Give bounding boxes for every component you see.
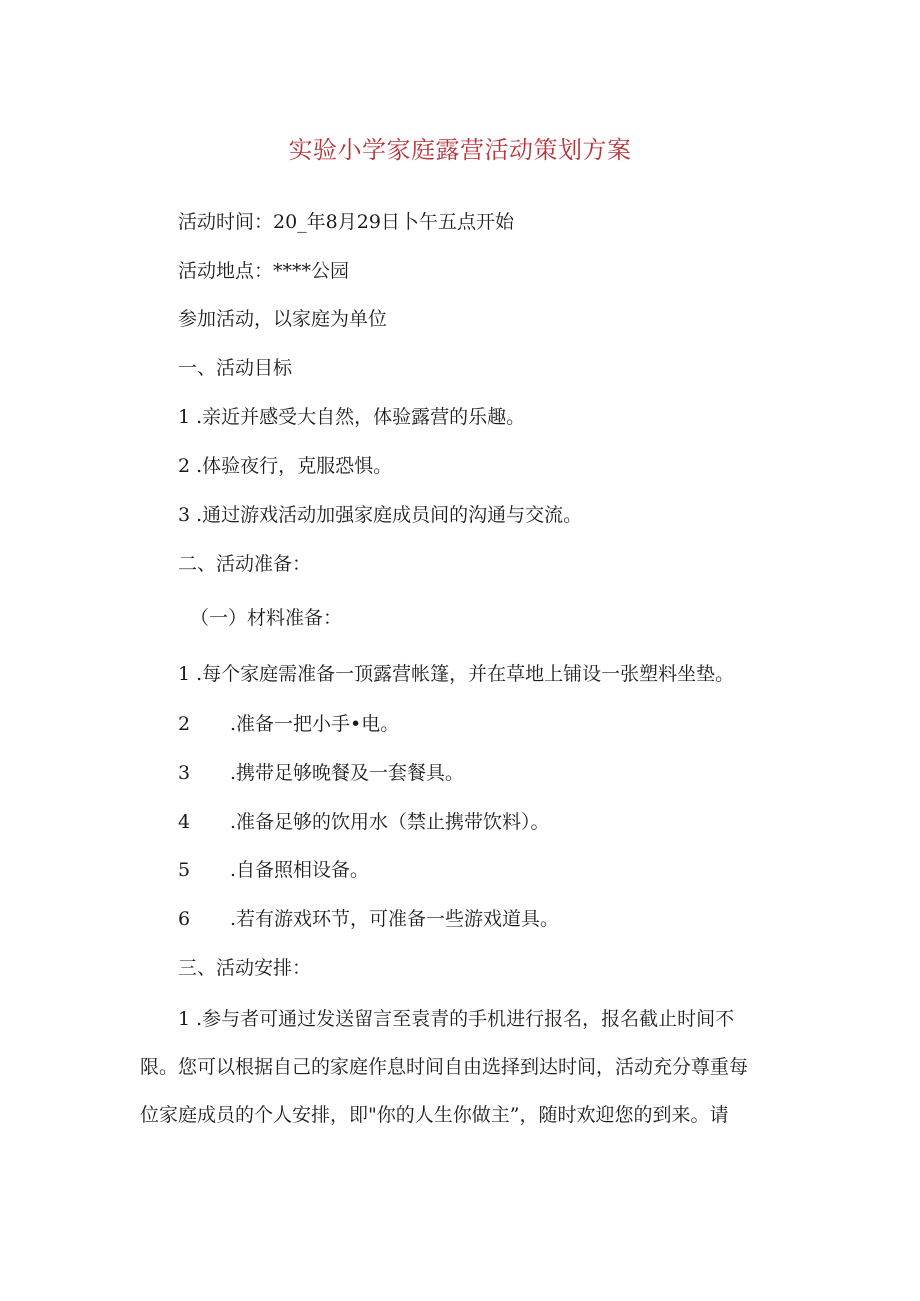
item-number: 3 (178, 762, 191, 784)
item-text: .若有游戏环节，可准备一些游戏道具。 (230, 908, 560, 930)
participation-unit: 参加活动，以家庭为单位 (178, 308, 388, 330)
activity-time: 活动时间：20_年8月29日卜午五点开始 (178, 211, 514, 233)
schedule-paragraph (140, 995, 780, 1139)
material-item (178, 906, 559, 932)
material-item (178, 857, 369, 883)
item-number: 2 (178, 713, 191, 735)
goal-item: 3 .通过游戏活动加强家庭成员间的沟通与交流。 (178, 504, 583, 526)
goal-item: 1 .亲近并感受大自然，体验露营的乐趣。 (178, 406, 526, 428)
item-text: .携带足够晚餐及一套餐具。 (230, 762, 465, 784)
material-item (178, 760, 464, 786)
subsection-heading-materials: （一）材料准备： (190, 607, 343, 629)
section-heading-goals: 一、活动目标 (178, 357, 293, 379)
goal-item: 2 .体验夜行，克服恐惧。 (178, 455, 393, 477)
material-item: 1 .每个家庭需准备一顶露营帐篷，并在草地上铺设一张塑料坐垫。 (178, 663, 735, 685)
activity-place: 活动地点：****公园 (178, 260, 350, 282)
paragraph-line: 位家庭成员的个人安排，即"你的人生你做主”，随时欢迎您的到来。请 (140, 1104, 729, 1126)
item-number: 6 (178, 908, 191, 930)
item-text: .自备照相设备。 (230, 859, 370, 881)
material-item (178, 809, 550, 835)
item-number: 5 (178, 859, 191, 881)
section-heading-preparation: 二、活动准备： (178, 553, 312, 575)
item-text: .准备足够的饮用水（禁止携带饮料）。 (230, 811, 550, 833)
item-text: .准备一把小手•电。 (230, 713, 400, 735)
paragraph-line: 1 .参与者可通过发送留言至袁青的手机进行报名，报名截止时间不 (178, 1008, 735, 1030)
item-number: 4 (178, 811, 191, 833)
document-title: 实验小学家庭露营活动策划方案 (288, 136, 632, 164)
paragraph-line: 限。您可以根据自己的家庭作息时间自由选择到达时间，活动充分尊重每 (140, 1056, 749, 1078)
material-item (178, 711, 399, 737)
section-heading-schedule: 三、活动安排： (178, 957, 312, 979)
